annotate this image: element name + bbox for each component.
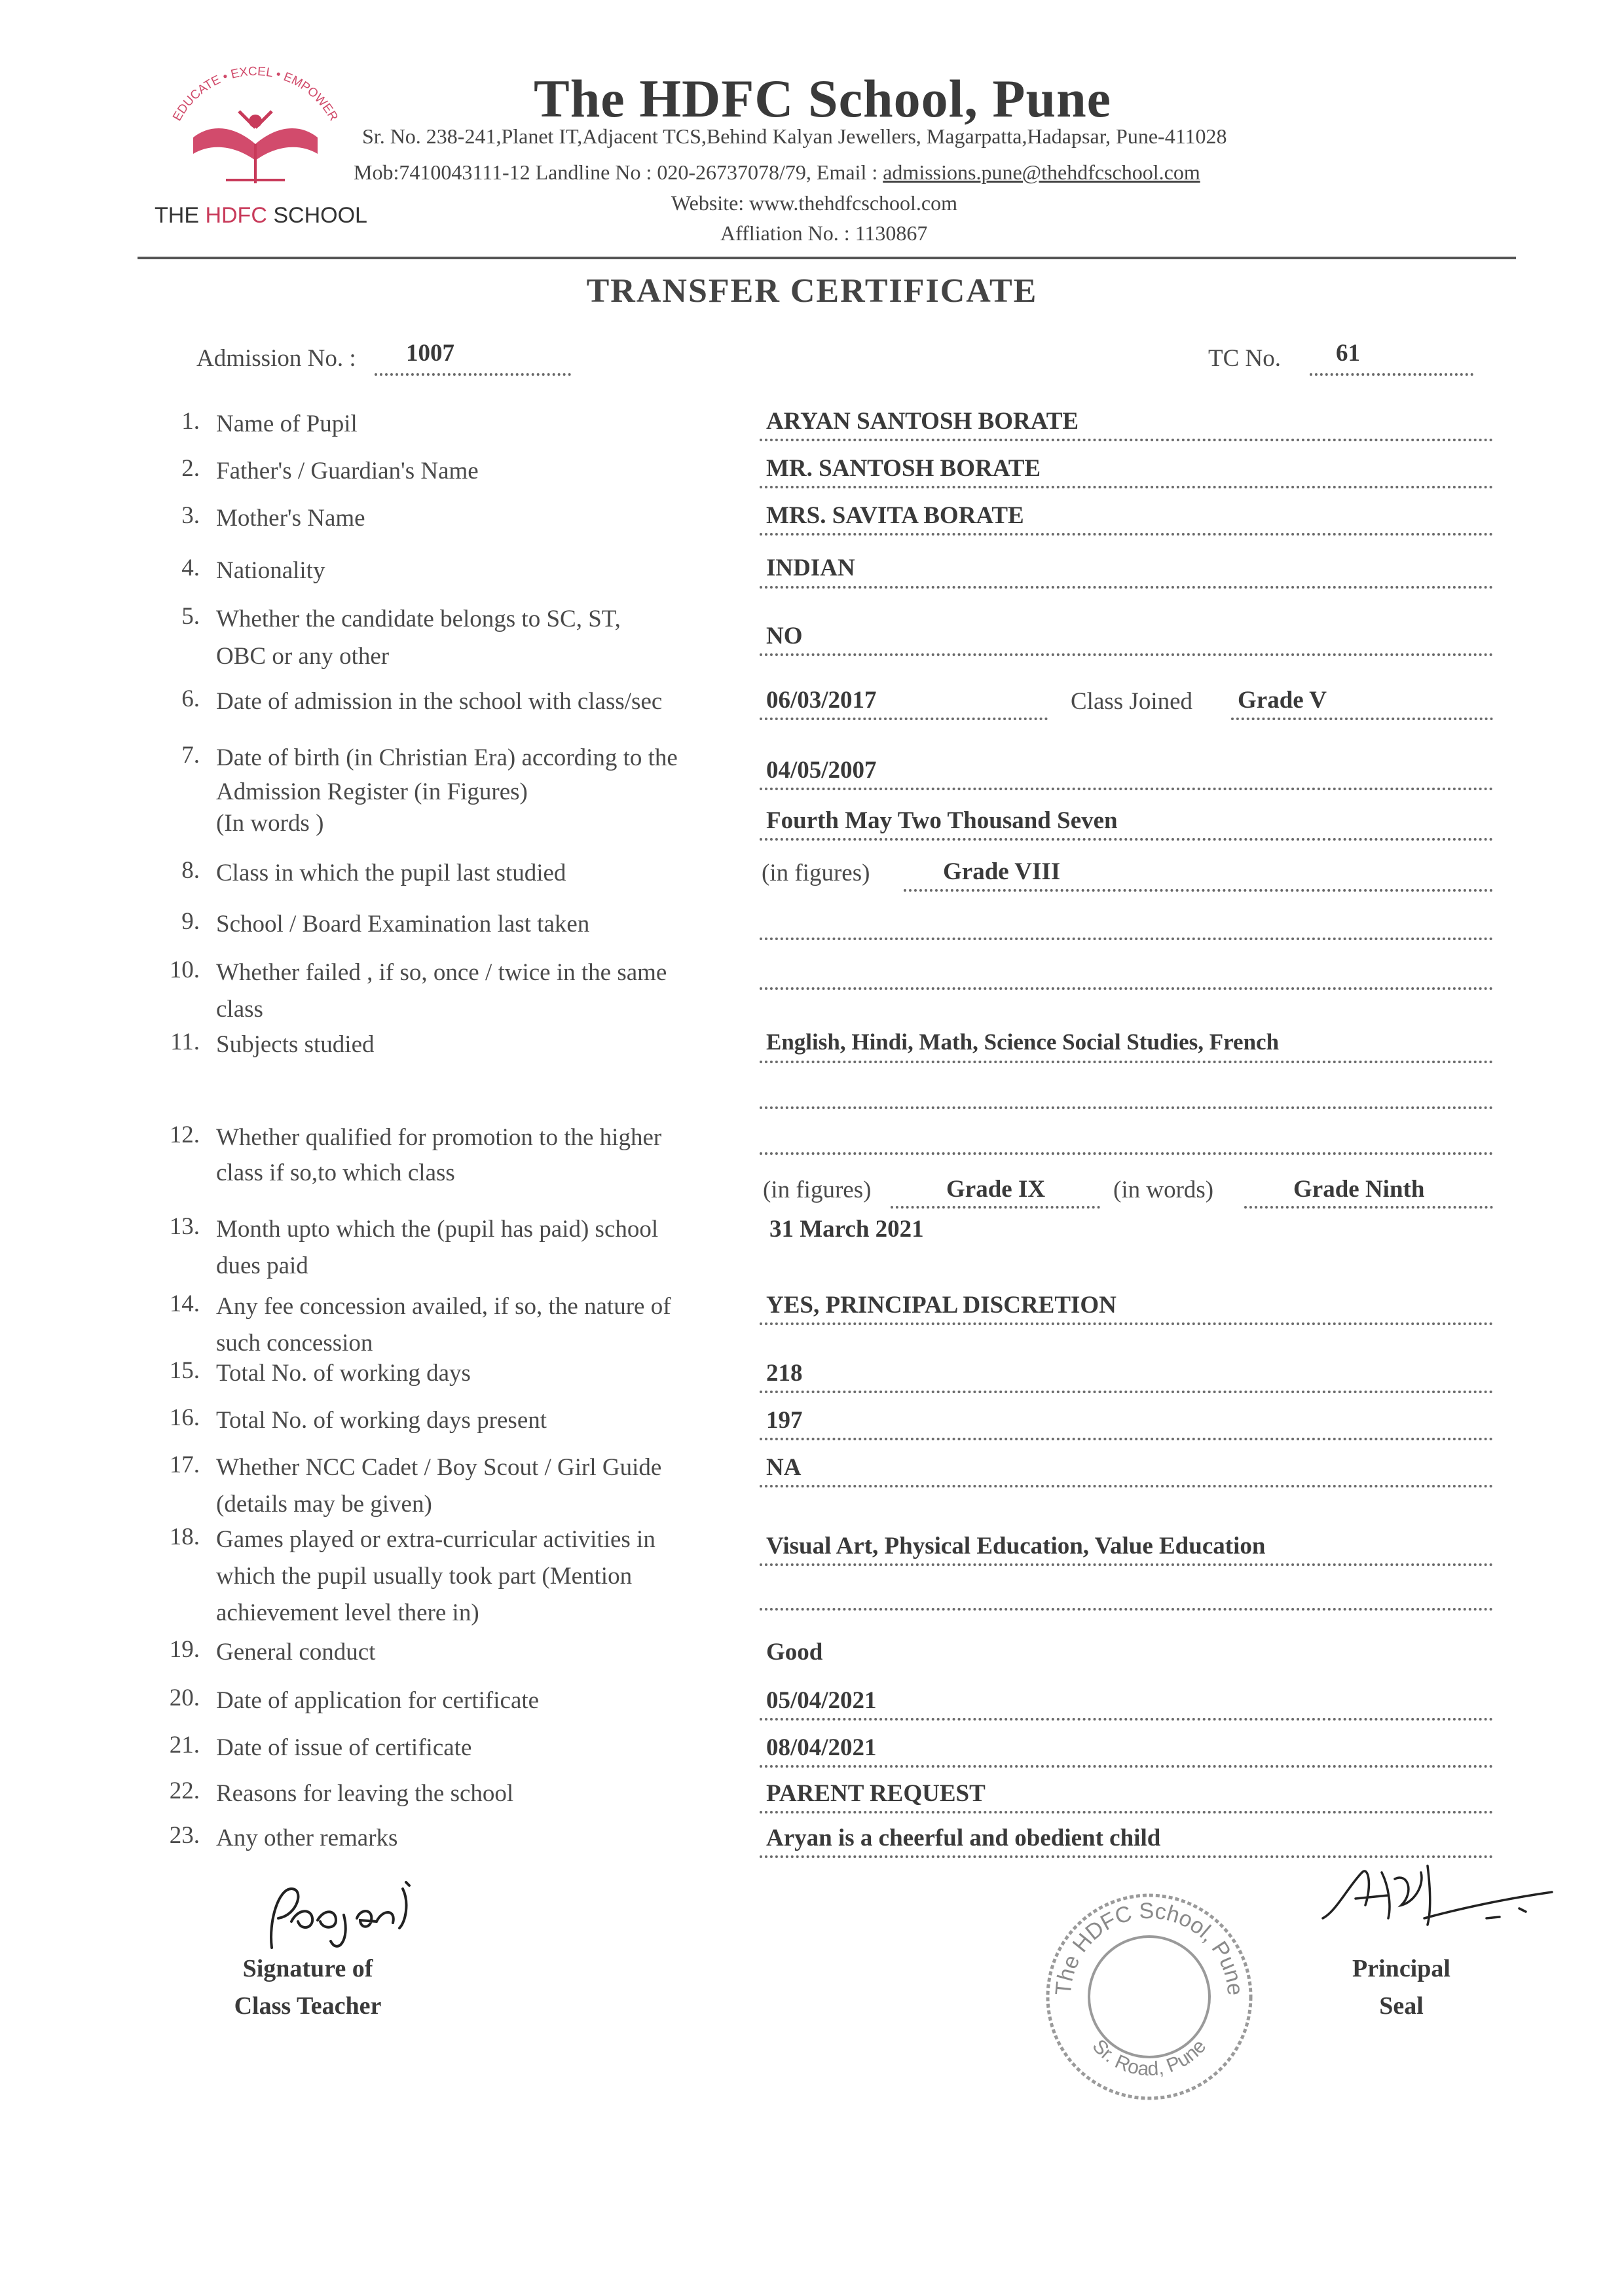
- logo-motto: EDUCATE • EXCEL • EMPOWER: [170, 64, 341, 124]
- dotted-line: [760, 1391, 1493, 1393]
- dotted-line: [760, 838, 1493, 841]
- item-number: 18.: [169, 1523, 200, 1550]
- dotted-line: [904, 889, 1493, 892]
- promotion-class-figures-value: Grade IX: [946, 1176, 1046, 1203]
- activities-value: Visual Art, Physical Education, Value Education: [766, 1533, 1266, 1559]
- school-website: Website: www.thehdfcschool.com: [671, 191, 958, 215]
- class-teacher-signature-text: [252, 1869, 253, 1870]
- email-link[interactable]: admissions.pune@thehdfcschool.com: [883, 160, 1200, 184]
- dotted-line: [1231, 718, 1493, 720]
- dues-paid-value: 31 March 2021: [769, 1216, 924, 1243]
- tc-no-label: TC No.: [1208, 345, 1281, 372]
- item-label: Whether failed , if so, once / twice in the same: [216, 959, 667, 986]
- class-joined-value: Grade V: [1238, 687, 1327, 714]
- seal-stamp-icon: [1041, 1889, 1257, 2105]
- item-label: such concession: [216, 1330, 373, 1357]
- dotted-line: [760, 486, 1493, 488]
- dotted-line: [760, 533, 1493, 536]
- item-label: Any other remarks: [216, 1825, 398, 1851]
- item-label: OBC or any other: [216, 643, 390, 670]
- conduct-value: Good: [766, 1639, 823, 1666]
- item-number: 20.: [169, 1685, 200, 1711]
- item-label: Reasons for leaving the school: [216, 1780, 514, 1807]
- item-label: Date of issue of certificate: [216, 1734, 472, 1761]
- dotted-line: [760, 718, 1048, 720]
- dotted-line: [1244, 1206, 1493, 1209]
- item-label: Subjects studied: [216, 1031, 375, 1058]
- dotted-line: [760, 938, 1493, 940]
- category-value: NO: [766, 623, 803, 649]
- item-label: Month upto which the (pupil has paid) school: [216, 1216, 659, 1243]
- item-label: Any fee concession availed, if so, the nature of: [216, 1293, 671, 1320]
- admission-date-value: 06/03/2017: [766, 687, 877, 714]
- item-label: Name of Pupil: [216, 410, 358, 437]
- in-words-label: (in words): [1113, 1176, 1214, 1203]
- dotted-line: [760, 586, 1493, 589]
- book-logo-icon: [147, 46, 363, 203]
- dotted-line: [760, 1152, 1493, 1155]
- item-number: 7.: [181, 742, 200, 769]
- item-number: 6.: [181, 685, 200, 712]
- logo-text: THE HDFC SCHOOL: [155, 203, 367, 228]
- dob-words-value: Fourth May Two Thousand Seven: [766, 807, 1118, 834]
- item-number: 22.: [169, 1777, 200, 1804]
- dotted-line: [891, 1206, 1100, 1209]
- item-label: Total No. of working days present: [216, 1407, 547, 1434]
- dotted-line: [375, 373, 571, 376]
- item-number: 19.: [169, 1636, 200, 1663]
- item-label: Whether NCC Cadet / Boy Scout / Girl Guide: [216, 1454, 662, 1481]
- dotted-line: [760, 987, 1493, 990]
- school-affiliation: Affliation No. : 1130867: [720, 221, 928, 245]
- header-divider: [138, 257, 1516, 259]
- item-label: School / Board Examination last taken: [216, 911, 590, 938]
- leaving-reason-value: PARENT REQUEST: [766, 1780, 986, 1807]
- signature-scribble: [1310, 1846, 1559, 1938]
- item-number: 3.: [181, 502, 200, 529]
- dotted-line: [760, 1811, 1493, 1813]
- item-label: class if so,to which class: [216, 1159, 455, 1186]
- signature-scribble: [252, 1869, 449, 1961]
- item-label: Total No. of working days: [216, 1360, 471, 1387]
- item-number: 12.: [169, 1121, 200, 1148]
- dotted-line: [760, 1608, 1493, 1611]
- dotted-line: [1310, 373, 1473, 376]
- application-date-value: 05/04/2021: [766, 1687, 877, 1714]
- school-contact: Mob:7410043111-12 Landline No : 020-26737078/79, Email : admissions.pune@thehdfcschool.com: [354, 160, 1200, 184]
- item-number: 9.: [181, 908, 200, 935]
- item-number: 21.: [169, 1732, 200, 1758]
- item-number: 17.: [169, 1451, 200, 1478]
- item-number: 10.: [169, 957, 200, 983]
- class-teacher-signature: [252, 1869, 449, 1961]
- item-number: 8.: [181, 857, 200, 884]
- dotted-line: [760, 1718, 1493, 1721]
- dotted-line: [760, 1563, 1493, 1566]
- item-label: Whether the candidate belongs to SC, ST,: [216, 606, 621, 632]
- item-number: 13.: [169, 1213, 200, 1240]
- item-number: 1.: [181, 408, 200, 435]
- item-label: Whether qualified for promotion to the higher: [216, 1124, 662, 1151]
- item-label: Games played or extra-curricular activities in: [216, 1526, 655, 1553]
- principal-label: Principal: [1352, 1955, 1450, 1982]
- item-label: achievement level there in): [216, 1599, 479, 1626]
- last-class-value: Grade VIII: [943, 858, 1061, 885]
- dotted-line: [760, 788, 1493, 790]
- item-label: Date of admission in the school with class/sec: [216, 688, 663, 715]
- item-label: (details may be given): [216, 1491, 432, 1518]
- item-label: Class in which the pupil last studied: [216, 860, 566, 886]
- item-number: 4.: [181, 555, 200, 581]
- item-label: Admission Register (in Figures): [216, 778, 528, 805]
- principal-signature: [1310, 1846, 1559, 1938]
- item-number: 2.: [181, 455, 200, 482]
- fee-concession-value: YES, PRINCIPAL DISCRETION: [766, 1292, 1116, 1319]
- dotted-line: [760, 653, 1493, 656]
- school-seal: [1041, 1889, 1257, 2105]
- document-title: TRANSFER CERTIFICATE: [586, 272, 1038, 310]
- item-number: 23.: [169, 1822, 200, 1849]
- working-days-value: 218: [766, 1360, 803, 1387]
- item-label: class: [216, 996, 263, 1023]
- nationality-value: INDIAN: [766, 555, 855, 581]
- item-label: Mother's Name: [216, 505, 365, 532]
- item-label: Date of application for certificate: [216, 1687, 540, 1714]
- seal-text: The HDFC School, Pune: [1050, 1898, 1248, 1997]
- subjects-value: English, Hindi, Math, Science Social Studies, French: [766, 1029, 1280, 1055]
- item-label: (In words ): [216, 810, 324, 837]
- issue-date-value: 08/04/2021: [766, 1734, 877, 1761]
- teacher-signature-label: Signature of: [242, 1955, 373, 1982]
- item-number: 5.: [181, 603, 200, 630]
- remarks-value: Aryan is a cheerful and obedient child: [766, 1825, 1161, 1851]
- item-label: dues paid: [216, 1252, 308, 1279]
- days-present-value: 197: [766, 1407, 803, 1434]
- in-figures-label: (in figures): [762, 860, 870, 886]
- father-name-value: MR. SANTOSH BORATE: [766, 455, 1041, 482]
- dotted-line: [760, 1485, 1493, 1487]
- item-label: Father's / Guardian's Name: [216, 458, 479, 484]
- item-number: 14.: [169, 1290, 200, 1317]
- school-name: The HDFC School, Pune: [534, 69, 1112, 128]
- dotted-line: [760, 1765, 1493, 1768]
- dotted-line: [760, 1322, 1493, 1325]
- seal-label: Seal: [1379, 1992, 1424, 2020]
- class-joined-label: Class Joined: [1071, 688, 1193, 715]
- admission-no-value: 1007: [406, 340, 454, 367]
- school-address: Sr. No. 238-241,Planet IT,Adjacent TCS,Behind Kalyan Jewellers, Magarpatta,Hadapsar, Pune-411028: [362, 124, 1227, 148]
- promotion-class-words-value: Grade Ninth: [1293, 1176, 1425, 1203]
- seal-text-bottom: Sr. Road, Pune: [1088, 2035, 1211, 2081]
- item-label: Nationality: [216, 557, 325, 584]
- item-number: 11.: [170, 1029, 200, 1055]
- item-number: 16.: [169, 1404, 200, 1431]
- dob-figures-value: 04/05/2007: [766, 757, 877, 784]
- dotted-line: [760, 439, 1493, 441]
- dotted-line: [760, 1061, 1493, 1063]
- dotted-line: [760, 1438, 1493, 1440]
- dotted-line: [760, 1106, 1493, 1109]
- tc-no-value: 61: [1336, 340, 1360, 367]
- in-figures-label: (in figures): [763, 1176, 872, 1203]
- mother-name-value: MRS. SAVITA BORATE: [766, 502, 1024, 529]
- ncc-value: NA: [766, 1454, 802, 1481]
- teacher-signature-label: Class Teacher: [234, 1992, 382, 2020]
- school-logo: [147, 46, 363, 203]
- item-label: General conduct: [216, 1639, 376, 1666]
- item-label: which the pupil usually took part (Mention: [216, 1563, 633, 1590]
- admission-no-label: Admission No. :: [196, 345, 356, 372]
- svg-text:The HDFC School, Pune: [1051, 1899, 1248, 1997]
- item-label: Date of birth (in Christian Era) according to the: [216, 744, 678, 771]
- item-number: 15.: [169, 1357, 200, 1384]
- pupil-name-value: ARYAN SANTOSH BORATE: [766, 408, 1079, 435]
